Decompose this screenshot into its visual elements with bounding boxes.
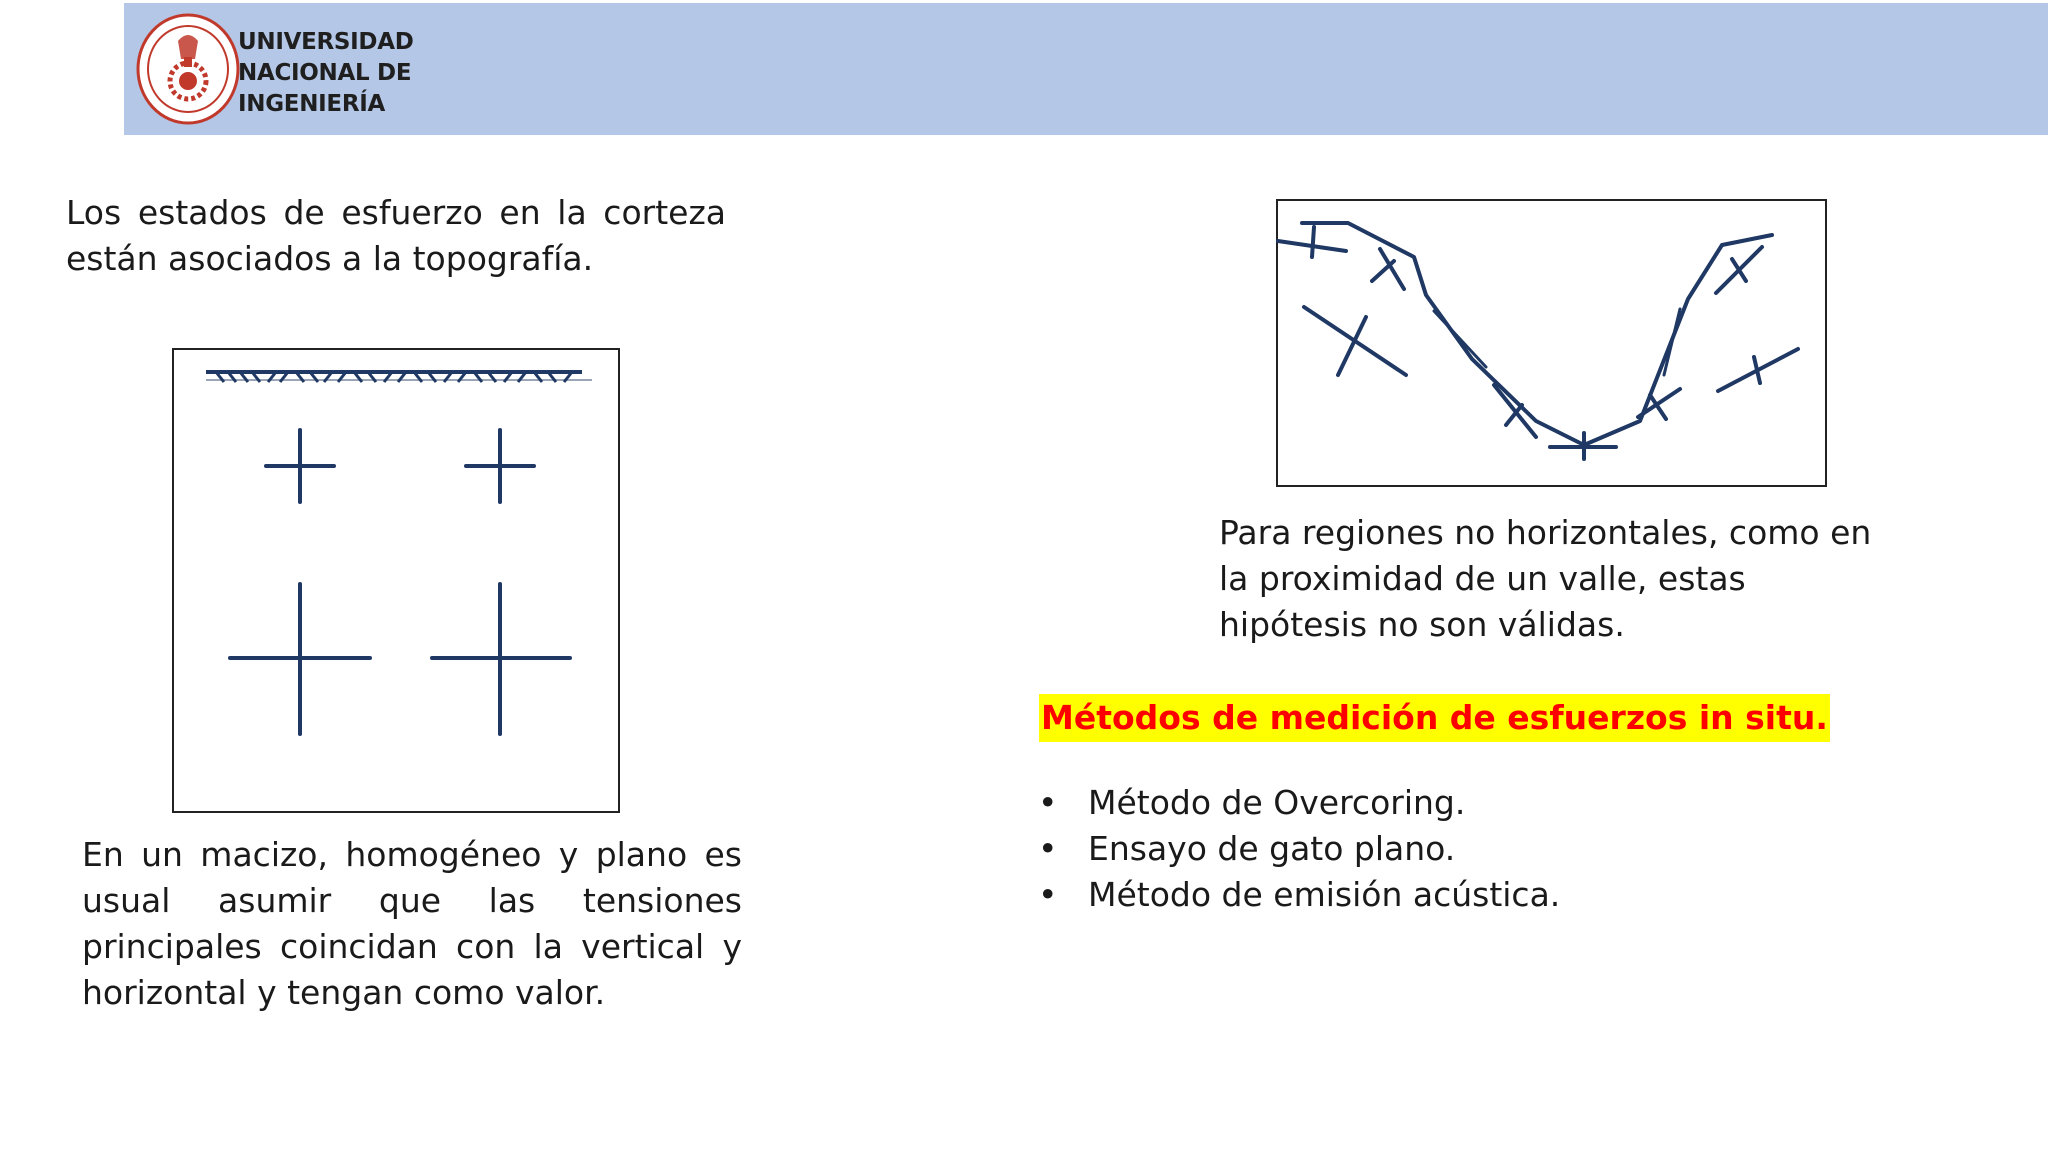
- list-item: [1036, 780, 1560, 826]
- university-name-line-1: UNIVERSIDAD: [238, 29, 414, 55]
- header-banner: [124, 3, 2048, 135]
- methods-list: [1036, 780, 1560, 918]
- method-overcoring: Método de Overcoring.: [1088, 783, 1466, 822]
- bullet-icon: •: [1038, 875, 1058, 914]
- method-flat-jack: Ensayo de gato plano.: [1088, 829, 1456, 868]
- methods-heading: Métodos de medición de esfuerzos in situ.: [1039, 694, 1830, 742]
- university-seal-icon: [134, 11, 242, 127]
- bullet-icon: •: [1038, 783, 1058, 822]
- list-item: [1036, 872, 1560, 918]
- intro-paragraph: Los estados de esfuerzo en la corteza están asociados a la topografía.: [66, 193, 726, 278]
- university-name-line-2: NACIONAL DE: [238, 60, 412, 86]
- university-name: [238, 27, 414, 120]
- list-item: [1036, 826, 1560, 872]
- method-acoustic-emission: Método de emisión acústica.: [1088, 875, 1561, 914]
- left-explanation-paragraph: En un macizo, homogéneo y plano es usual asumir que las tensiones principales coincidan con la vertical y horizontal y tengan como valor.: [82, 835, 742, 1012]
- bullet-icon: •: [1038, 829, 1058, 868]
- valley-stress-crosses-diagram: [1276, 199, 1827, 487]
- university-name-line-3: INGENIERÍA: [238, 91, 385, 117]
- flat-ground-stress-crosses-diagram: [172, 348, 620, 813]
- right-explanation-paragraph: Para regiones no horizontales, como en la proximidad de un valle, estas hipótesis no son válidas.: [1219, 513, 1872, 644]
